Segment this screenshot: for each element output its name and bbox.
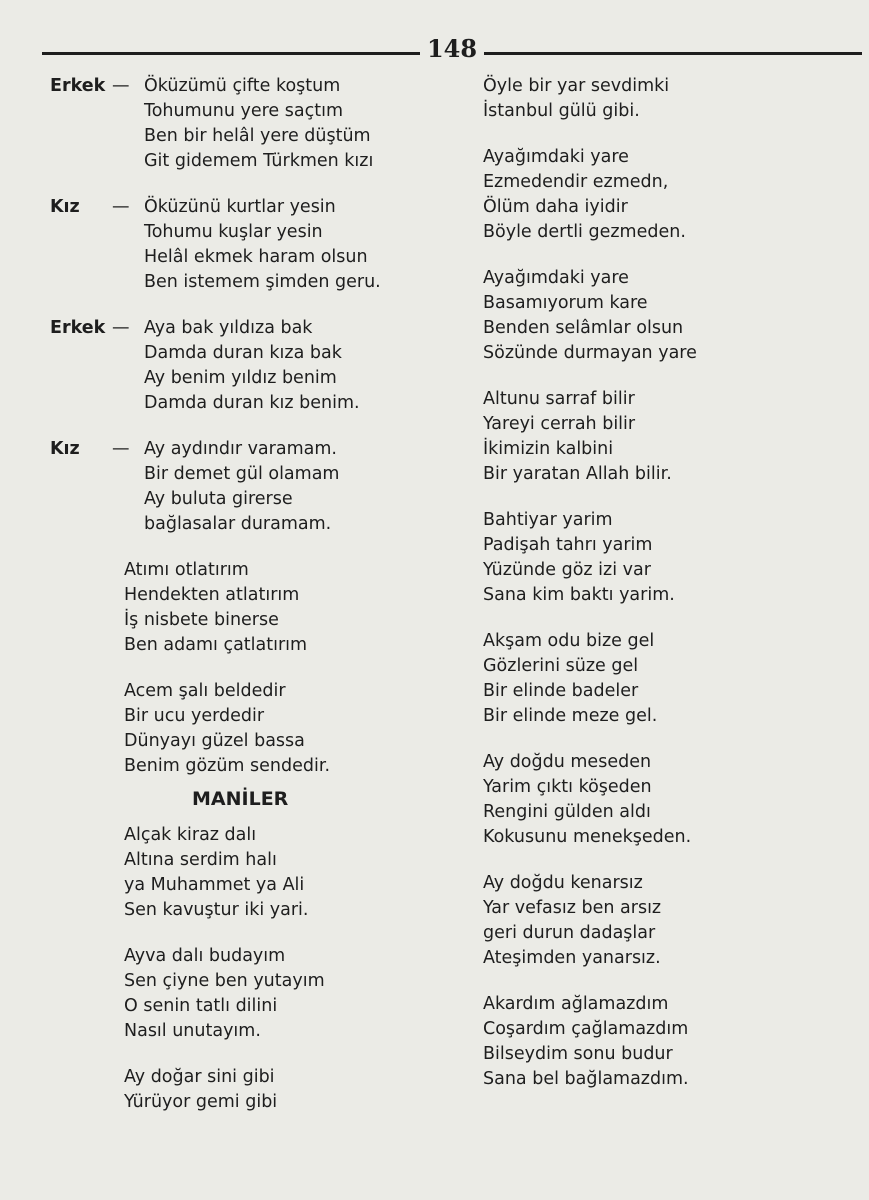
verse-line: Bilseydim sonu budur xyxy=(483,1044,673,1064)
verse-line: geri durun dadaşlar xyxy=(483,923,656,943)
verse-line: Ay benim yıldız benim xyxy=(144,368,337,388)
verse-line: Yürüyor gemi gibi xyxy=(124,1092,278,1112)
dialogue-stanza xyxy=(50,437,430,537)
verse-line: Bir demet gül olamam xyxy=(144,464,340,484)
verse-lines xyxy=(144,195,430,295)
poem-stanza xyxy=(50,679,430,779)
poem-stanza xyxy=(50,944,430,1044)
verse-line: Akşam odu bize gel xyxy=(483,631,655,651)
left-column xyxy=(50,74,430,1136)
verse-line: Kokusunu menekşeden. xyxy=(483,827,692,847)
verse-line: Sana kim baktı yarim. xyxy=(483,585,675,605)
verse-line: Ölüm daha iyidir xyxy=(483,197,628,217)
poem-stanza xyxy=(483,145,853,245)
verse-line: Alçak kiraz dalı xyxy=(124,825,257,845)
verse-line: Ayva dalı budayım xyxy=(124,946,286,966)
verse-lines xyxy=(144,74,430,174)
verse-line: Sen çiyne ben yutayım xyxy=(124,971,325,991)
poem-stanza xyxy=(483,508,853,608)
verse-line: Yüzünde göz izi var xyxy=(483,560,651,580)
dialogue-stanza xyxy=(50,316,430,416)
verse-line: Öküzünü kurtlar yesin xyxy=(144,197,336,217)
verse-line: Altına serdim halı xyxy=(124,850,277,870)
verse-line: Dünyayı güzel bassa xyxy=(124,731,305,751)
verse-line: Helâl ekmek haram olsun xyxy=(144,247,368,267)
verse-line: Rengini gülden aldı xyxy=(483,802,651,822)
verse-line: Ay doğdu kenarsız xyxy=(483,873,643,893)
verse-line: Atımı otlatırım xyxy=(124,560,249,580)
verse-line: Damda duran kız benim. xyxy=(144,393,360,413)
verse-line: Ayağımdaki yare xyxy=(483,268,629,288)
poem-stanza xyxy=(483,750,853,850)
page-number: 148 xyxy=(426,34,478,63)
verse-line: Ay buluta girerse xyxy=(144,489,293,509)
verse-line: Aya bak yıldıza bak xyxy=(144,318,313,338)
verse-line: Acem şalı beldedir xyxy=(124,681,286,701)
verse-line: Ay aydındır varamam. xyxy=(144,439,337,459)
verse-line: Ateşimden yanarsız. xyxy=(483,948,661,968)
poem-stanza xyxy=(483,992,853,1092)
verse-line: Yareyi cerrah bilir xyxy=(483,414,636,434)
poem-stanza xyxy=(483,871,853,971)
verse-line: Coşardım çağlamazdım xyxy=(483,1019,689,1039)
verse-line: Ben bir helâl yere düştüm xyxy=(144,126,371,146)
verse-line: Ben istemem şimden geru. xyxy=(144,272,381,292)
verse-line: Altunu sarraf bilir xyxy=(483,389,635,409)
header-rule-left xyxy=(42,52,420,55)
verse-line: Ay doğdu meseden xyxy=(483,752,652,772)
verse-line: ya Muhammet ya Ali xyxy=(124,875,305,895)
header-rule-right xyxy=(484,52,862,55)
verse-line: İş nisbete binerse xyxy=(124,610,279,630)
speaker-dash: — xyxy=(112,318,130,338)
verse-line: Bir ucu yerdedir xyxy=(124,706,265,726)
verse-line: Öküzümü çifte koştum xyxy=(144,76,341,96)
verse-line: Yarim çıktı köşeden xyxy=(483,777,652,797)
verse-line: Ayağımdaki yare xyxy=(483,147,629,167)
verse-line: Ezmedendir ezmedn, xyxy=(483,172,669,192)
verse-line: Ben adamı çatlatırım xyxy=(124,635,308,655)
poem-stanza xyxy=(483,266,853,366)
verse-line: Tohumu kuşlar yesin xyxy=(144,222,323,242)
poem-stanza xyxy=(483,387,853,487)
verse-line: Damda duran kıza bak xyxy=(144,343,342,363)
poem-stanza xyxy=(50,558,430,658)
verse-line: Bahtiyar yarim xyxy=(483,510,613,530)
speaker-label: Erkek xyxy=(50,318,106,338)
verse-line: Sana bel bağlamazdım. xyxy=(483,1069,689,1089)
verse-lines xyxy=(144,316,430,416)
verse-line: Gözlerini süze gel xyxy=(483,656,639,676)
verse-line: Öyle bir yar sevdimki xyxy=(483,76,670,96)
verse-line: Basamıyorum kare xyxy=(483,293,648,313)
speaker-dash: — xyxy=(112,439,130,459)
poem-stanza xyxy=(50,1065,430,1115)
verse-line: Git gidemem Türkmen kızı xyxy=(144,151,374,171)
verse-line: Sözünde durmayan yare xyxy=(483,343,697,363)
dialogue-stanza xyxy=(50,195,430,295)
verse-line: İkimizin kalbini xyxy=(483,439,614,459)
verse-line: Akardım ağlamazdım xyxy=(483,994,669,1014)
poem-stanza xyxy=(50,823,430,923)
verse-line: Yar vefasız ben arsız xyxy=(483,898,662,918)
verse-line: Böyle dertli gezmeden. xyxy=(483,222,686,242)
verse-line: O senin tatlı dilini xyxy=(124,996,278,1016)
dialogue-stanza xyxy=(50,74,430,174)
speaker-label: Kız xyxy=(50,197,80,217)
verse-line: Tohumunu yere saçtım xyxy=(144,101,343,121)
verse-line: İstanbul gülü gibi. xyxy=(483,101,640,121)
speaker-label: Kız xyxy=(50,439,80,459)
poem-stanza xyxy=(483,74,853,124)
verse-line: bağlasalar duramam. xyxy=(144,514,332,534)
poem-stanza xyxy=(483,629,853,729)
verse-line: Padişah tahrı yarim xyxy=(483,535,653,555)
verse-lines xyxy=(144,437,430,537)
verse-line: Benim gözüm sendedir. xyxy=(124,756,331,776)
verse-line: Nasıl unutayım. xyxy=(124,1021,261,1041)
verse-line: Bir elinde badeler xyxy=(483,681,639,701)
speaker-dash: — xyxy=(112,76,130,96)
section-title: MANİLER xyxy=(192,788,289,810)
verse-line: Bir elinde meze gel. xyxy=(483,706,658,726)
verse-line: Bir yaratan Allah bilir. xyxy=(483,464,672,484)
verse-line: Hendekten atlatırım xyxy=(124,585,300,605)
verse-line: Ay doğar sini gibi xyxy=(124,1067,275,1087)
right-column xyxy=(483,74,853,1113)
speaker-dash: — xyxy=(112,197,130,217)
verse-line: Benden selâmlar olsun xyxy=(483,318,684,338)
verse-line: Sen kavuştur iki yari. xyxy=(124,900,309,920)
speaker-label: Erkek xyxy=(50,76,106,96)
